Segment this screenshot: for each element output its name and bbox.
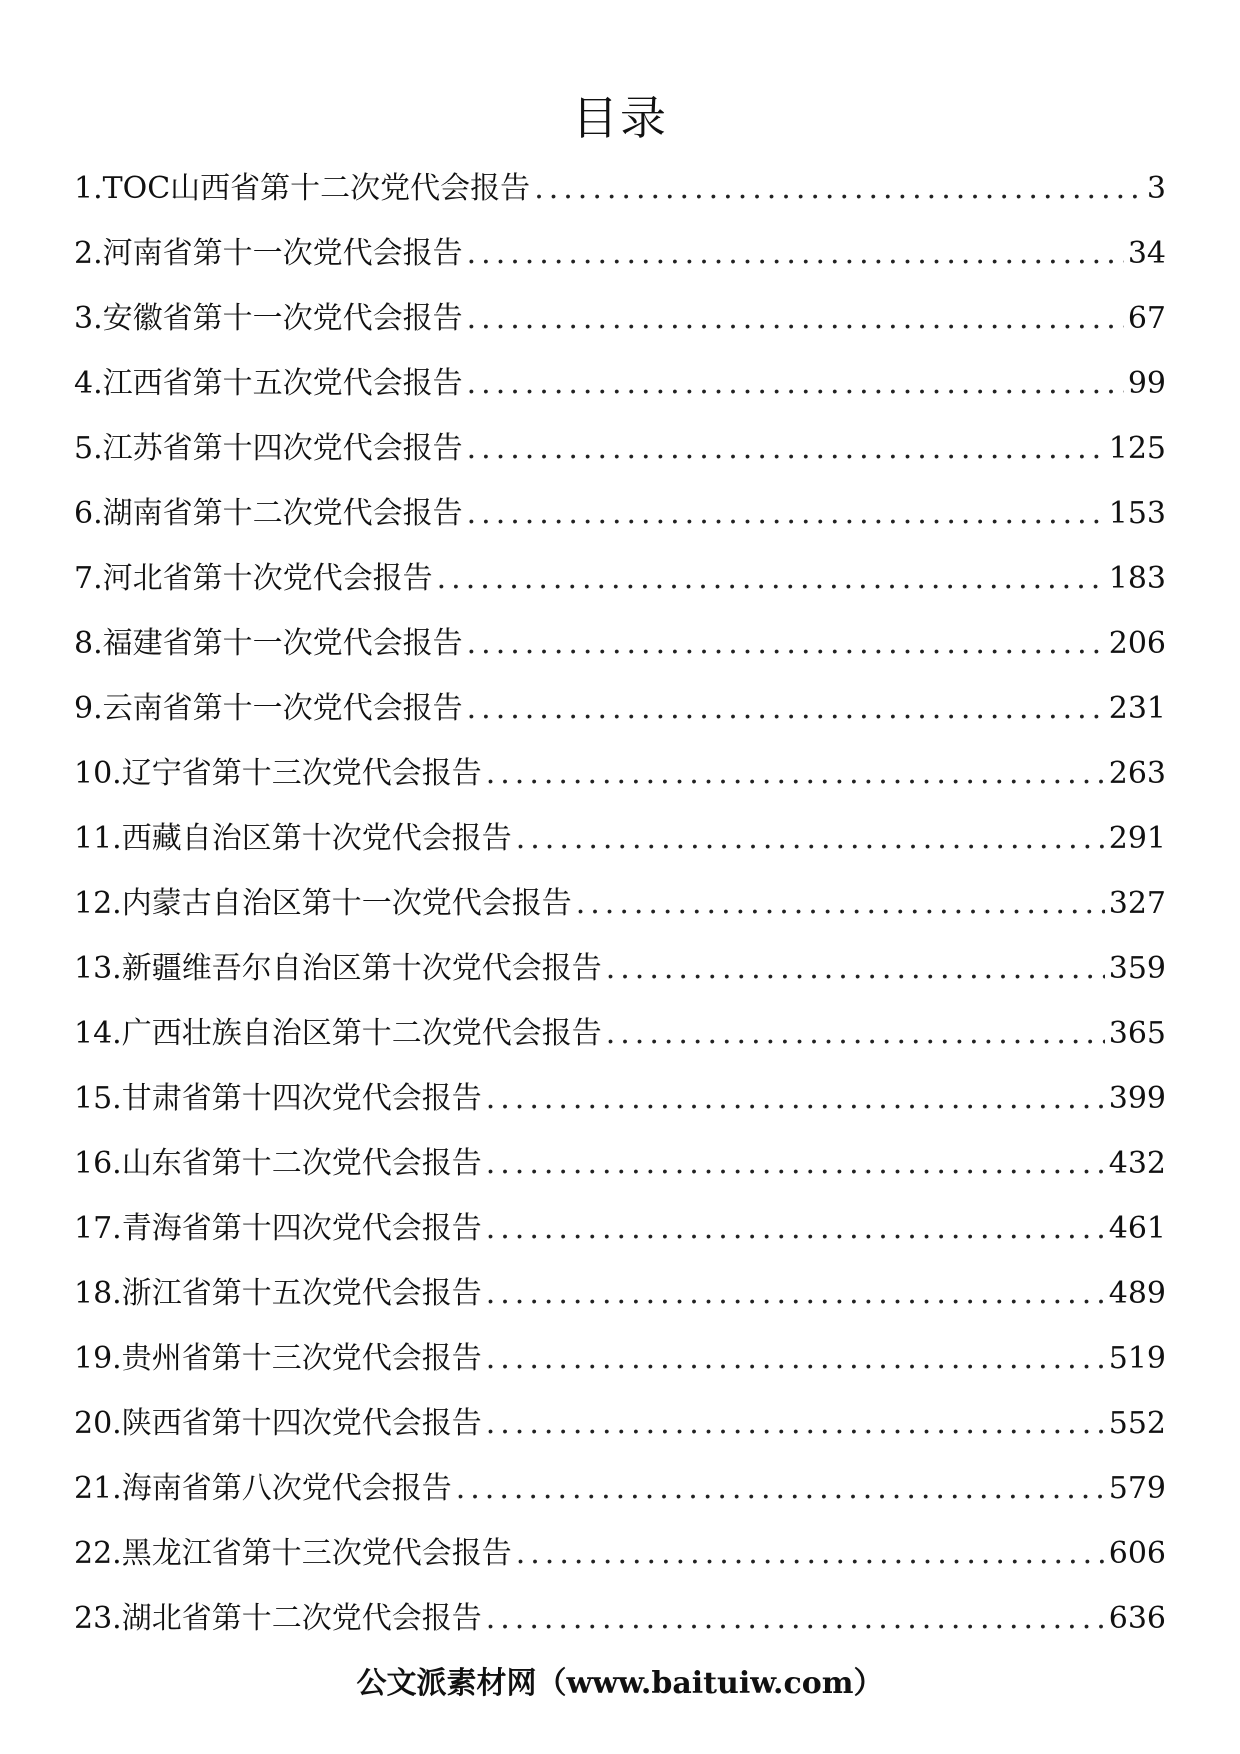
toc-entry-number: 14. bbox=[74, 1016, 122, 1051]
toc-entry-number: 12. bbox=[74, 886, 122, 921]
toc-entry-number: 10. bbox=[74, 756, 122, 791]
toc-entry[interactable] bbox=[74, 1261, 1166, 1326]
toc-entry-title: 贵州省第十三次党代会报告 bbox=[121, 1341, 482, 1376]
dot-leader bbox=[576, 871, 1105, 936]
toc-entry-title: 河北省第十次党代会报告 bbox=[102, 561, 433, 596]
toc-entry-title: 云南省第十一次党代会报告 bbox=[102, 691, 463, 726]
toc-entry[interactable] bbox=[74, 1456, 1166, 1521]
footer-source: 公文派素材网（www.baituiw.com） bbox=[356, 1666, 884, 1701]
toc-entry-title: 江西省第十五次党代会报告 bbox=[102, 366, 463, 401]
toc-entry-number: 15. bbox=[74, 1081, 122, 1116]
dot-leader bbox=[606, 1001, 1105, 1066]
toc-entry[interactable] bbox=[74, 481, 1166, 546]
toc-entry-page: 99 bbox=[1127, 366, 1166, 401]
dot-leader bbox=[606, 936, 1105, 1001]
toc-entry-title: 广西壮族自治区第十二次党代会报告 bbox=[121, 1016, 602, 1051]
page-title: 目录 bbox=[572, 91, 668, 145]
toc-entry[interactable] bbox=[74, 1521, 1166, 1586]
toc-entry-title: 福建省第十一次党代会报告 bbox=[102, 626, 463, 661]
toc-entry[interactable] bbox=[74, 416, 1166, 481]
dot-leader bbox=[486, 741, 1105, 806]
toc-entry[interactable] bbox=[74, 1131, 1166, 1196]
toc-entry-page: 359 bbox=[1108, 951, 1166, 986]
toc-entry-page: 183 bbox=[1108, 561, 1166, 596]
dot-leader bbox=[467, 481, 1105, 546]
toc-entry-title: 海南省第八次党代会报告 bbox=[121, 1471, 452, 1506]
toc-entry[interactable] bbox=[74, 286, 1166, 351]
toc-entry-page: 327 bbox=[1108, 886, 1166, 921]
toc-entry-title: 青海省第十四次党代会报告 bbox=[121, 1211, 482, 1246]
dot-leader bbox=[467, 351, 1124, 416]
dot-leader bbox=[486, 1196, 1105, 1261]
toc-entry-page: 489 bbox=[1108, 1276, 1166, 1311]
dot-leader bbox=[467, 221, 1124, 286]
toc-entry-number: 1. bbox=[74, 171, 103, 206]
toc-entry-number: 16. bbox=[74, 1146, 122, 1181]
toc-entry-page: 231 bbox=[1108, 691, 1166, 726]
toc-entry-number: 18. bbox=[74, 1276, 122, 1311]
toc-entry-number: 23. bbox=[74, 1601, 122, 1636]
dot-leader bbox=[516, 806, 1105, 871]
toc-entry[interactable] bbox=[74, 676, 1166, 741]
toc-entry-title: 西藏自治区第十次党代会报告 bbox=[121, 821, 512, 856]
dot-leader bbox=[486, 1066, 1105, 1131]
toc-entry-number: 17. bbox=[74, 1211, 122, 1246]
toc-entry-page: 432 bbox=[1108, 1146, 1166, 1181]
toc-entry-number: 3. bbox=[74, 301, 103, 336]
toc-entry-page: 399 bbox=[1108, 1081, 1166, 1116]
toc-entry-page: 3 bbox=[1146, 171, 1166, 206]
toc-entry[interactable] bbox=[74, 741, 1166, 806]
dot-leader bbox=[467, 286, 1124, 351]
toc-entry-page: 552 bbox=[1108, 1406, 1166, 1441]
toc-entry[interactable] bbox=[74, 936, 1166, 1001]
toc-entry-page: 125 bbox=[1108, 431, 1166, 466]
dot-leader bbox=[456, 1456, 1105, 1521]
toc-entry-number: 5. bbox=[74, 431, 103, 466]
toc-entry-page: 579 bbox=[1108, 1471, 1166, 1506]
toc-entry-page: 519 bbox=[1108, 1341, 1166, 1376]
toc-entry[interactable] bbox=[74, 1066, 1166, 1131]
toc-entry-number: 7. bbox=[74, 561, 103, 596]
toc-entry-page: 263 bbox=[1108, 756, 1166, 791]
toc-entry-page: 67 bbox=[1127, 301, 1166, 336]
dot-leader bbox=[534, 156, 1143, 221]
toc-entry-title: 安徽省第十一次党代会报告 bbox=[102, 301, 463, 336]
toc-entry-page: 206 bbox=[1108, 626, 1166, 661]
toc-entry-number: 6. bbox=[74, 496, 103, 531]
toc-entry-title: 湖南省第十二次党代会报告 bbox=[102, 496, 463, 531]
toc-entry[interactable] bbox=[74, 1326, 1166, 1391]
toc-entry-page: 291 bbox=[1108, 821, 1166, 856]
toc-entry-title: 黑龙江省第十三次党代会报告 bbox=[121, 1536, 512, 1571]
toc-entry[interactable] bbox=[74, 1391, 1166, 1456]
toc-entry-number: 2. bbox=[74, 236, 103, 271]
toc-entry-title: 新疆维吾尔自治区第十次党代会报告 bbox=[121, 951, 602, 986]
toc-entry-page: 34 bbox=[1127, 236, 1166, 271]
toc-entry-number: 11. bbox=[74, 821, 122, 856]
dot-leader bbox=[486, 1326, 1105, 1391]
dot-leader bbox=[467, 676, 1105, 741]
toc-entry[interactable] bbox=[74, 1586, 1166, 1651]
toc-entry[interactable] bbox=[74, 1196, 1166, 1261]
toc-entry-title: 甘肃省第十四次党代会报告 bbox=[121, 1081, 482, 1116]
toc-entry-title: 湖北省第十二次党代会报告 bbox=[121, 1601, 482, 1636]
toc-entry[interactable] bbox=[74, 221, 1166, 286]
toc-entry-number: 19. bbox=[74, 1341, 122, 1376]
toc-entry-number: 22. bbox=[74, 1536, 122, 1571]
toc-entry-title: TOC山西省第十二次党代会报告 bbox=[102, 171, 531, 206]
toc-entry-title: 浙江省第十五次党代会报告 bbox=[121, 1276, 482, 1311]
toc-entry-page: 365 bbox=[1108, 1016, 1166, 1051]
dot-leader bbox=[437, 546, 1105, 611]
toc-entry[interactable] bbox=[74, 546, 1166, 611]
toc-entry-number: 21. bbox=[74, 1471, 122, 1506]
toc-entry-title: 辽宁省第十三次党代会报告 bbox=[121, 756, 482, 791]
toc-entry-title: 山东省第十二次党代会报告 bbox=[121, 1146, 482, 1181]
toc-entry-number: 20. bbox=[74, 1406, 122, 1441]
toc-entry[interactable] bbox=[74, 351, 1166, 416]
toc-entry[interactable] bbox=[74, 871, 1166, 936]
toc-entry-title: 内蒙古自治区第十一次党代会报告 bbox=[121, 886, 572, 921]
toc-entry[interactable] bbox=[74, 1001, 1166, 1066]
toc-entry[interactable] bbox=[74, 611, 1166, 676]
toc-entry-number: 9. bbox=[74, 691, 103, 726]
toc-entry-title: 江苏省第十四次党代会报告 bbox=[102, 431, 463, 466]
table-of-contents bbox=[74, 156, 1166, 1651]
dot-leader bbox=[486, 1586, 1105, 1651]
dot-leader bbox=[486, 1261, 1105, 1326]
toc-entry[interactable] bbox=[74, 156, 1166, 221]
toc-entry-page: 606 bbox=[1108, 1536, 1166, 1571]
dot-leader bbox=[467, 416, 1105, 481]
dot-leader bbox=[486, 1391, 1105, 1456]
toc-entry-page: 153 bbox=[1108, 496, 1166, 531]
toc-entry-page: 461 bbox=[1108, 1211, 1166, 1246]
toc-entry-number: 13. bbox=[74, 951, 122, 986]
toc-entry[interactable] bbox=[74, 806, 1166, 871]
toc-entry-title: 陕西省第十四次党代会报告 bbox=[121, 1406, 482, 1441]
toc-entry-title: 河南省第十一次党代会报告 bbox=[102, 236, 463, 271]
toc-entry-number: 8. bbox=[74, 626, 103, 661]
toc-entry-number: 4. bbox=[74, 366, 103, 401]
dot-leader bbox=[516, 1521, 1105, 1586]
dot-leader bbox=[486, 1131, 1105, 1196]
toc-entry-page: 636 bbox=[1108, 1601, 1166, 1636]
dot-leader bbox=[467, 611, 1105, 676]
